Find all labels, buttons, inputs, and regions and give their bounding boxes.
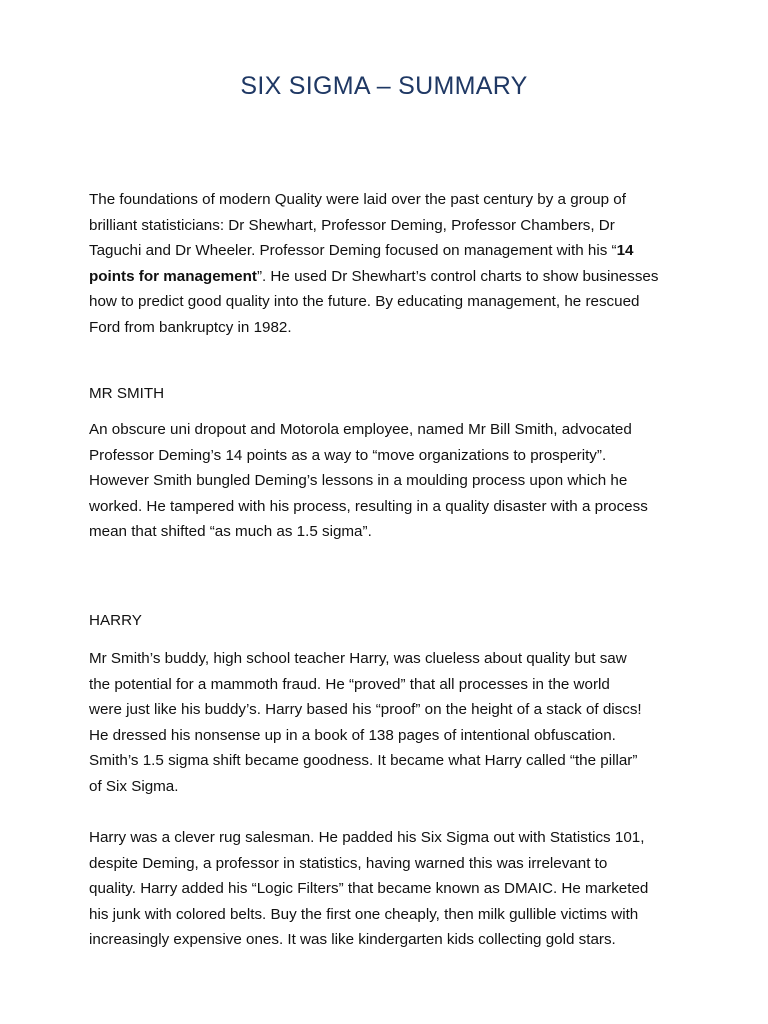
- smith-line: Professor Deming’s 14 points as a way to “move organizations to prosperity”.: [89, 446, 607, 464]
- smith-line: However Smith bungled Deming’s lessons in a moulding process upon which he: [89, 472, 628, 489]
- harry-line: He dressed his nonsense up in a book of 138 pages of intentional obfuscation.: [89, 726, 616, 744]
- intro-paragraph: [89, 187, 689, 340]
- intro-line: Ford from bankruptcy in 1982.: [89, 318, 292, 336]
- harry-paragraph-1: [89, 646, 689, 799]
- smith-paragraph: [89, 417, 689, 545]
- harry-line: despite Deming, a professor in statistics, having warned this was irrelevant to: [89, 854, 608, 872]
- page-title: SIX SIGMA – SUMMARY: [240, 72, 528, 100]
- harry-line: Smith’s 1.5 sigma shift became goodness. It became what Harry called “the pillar”: [89, 752, 638, 769]
- intro-line: The foundations of modern Quality were laid over the past century by a group of: [89, 191, 626, 208]
- intro-bold-text: points for management: [89, 267, 257, 285]
- intro-bold-text: 14: [616, 242, 634, 259]
- smith-line: mean that shifted “as much as 1.5 sigma”.: [89, 523, 372, 540]
- harry-paragraph-2: [89, 825, 689, 953]
- harry-line: his junk with colored belts. Buy the first one cheaply, then milk gullible victims with: [89, 905, 639, 923]
- intro-line: how to predict good quality into the future. By educating management, he rescued: [89, 293, 640, 310]
- harry-line: increasingly expensive ones. It was like kindergarten kids collecting gold stars.: [89, 931, 616, 948]
- harry-line: of Six Sigma.: [89, 777, 179, 795]
- intro-line: brilliant statisticians: Dr Shewhart, Professor Deming, Professor Chambers, Dr: [89, 216, 615, 234]
- intro-line: [89, 264, 689, 290]
- section-heading-smith: MR SMITH: [89, 385, 165, 402]
- section-heading-harry: HARRY: [89, 612, 142, 629]
- harry-line: were just like his buddy’s. Harry based his “proof” on the height of a stack of discs!: [89, 701, 642, 718]
- harry-line: Mr Smith’s buddy, high school teacher Harry, was clueless about quality but saw: [89, 650, 627, 667]
- harry-line: the potential for a mammoth fraud. He “proved” that all processes in the world: [89, 675, 610, 693]
- smith-line: An obscure uni dropout and Motorola employee, named Mr Bill Smith, advocated: [89, 421, 632, 438]
- smith-line: worked. He tampered with his process, resulting in a quality disaster with a process: [89, 497, 648, 515]
- harry-line: quality. Harry added his “Logic Filters” that became known as DMAIC. He marketed: [89, 880, 649, 897]
- intro-text: Taguchi and Dr Wheeler. Professor Deming focused on management with his “: [89, 242, 617, 259]
- harry-line: Harry was a clever rug salesman. He padded his Six Sigma out with Statistics 101,: [89, 829, 645, 846]
- intro-text: ”. He used Dr Shewhart’s control charts to show businesses: [256, 267, 659, 285]
- intro-line: [89, 238, 689, 264]
